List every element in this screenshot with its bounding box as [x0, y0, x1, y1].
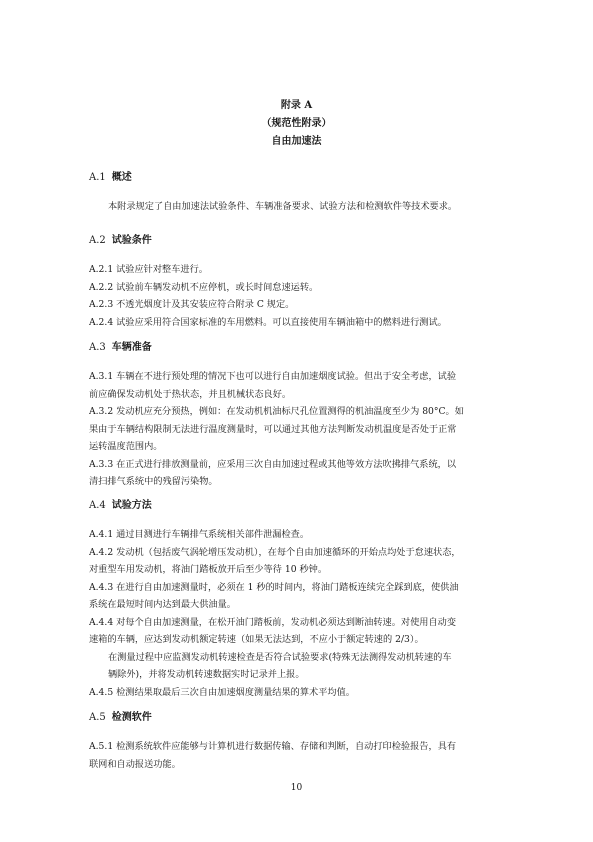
paragraph	[89, 261, 507, 279]
section-heading-a3	[89, 341, 152, 355]
paragraph	[89, 279, 507, 297]
section-number: A.1	[89, 172, 106, 183]
text-line: 对重型车用发动机，将油门踏板放开后至少等待 10 秒钟。	[89, 564, 328, 575]
text-line: A.2.2 试验前车辆发动机不应停机，或长时间怠速运转。	[89, 281, 319, 293]
section-heading-a1	[89, 171, 132, 185]
text-line: A.2.4 试验应采用符合国家标准的车用燃料。可以直接使用车辆油箱中的燃料进行测试。	[89, 316, 447, 328]
text-line: 系统在最短时间内达到最大供油量。	[89, 599, 236, 610]
text-line: 前应确保发动机处于热状态，并且机械状态良好。	[89, 388, 292, 400]
text-line: A.2.3 不透光烟度计及其安装应符合附录 C 规定。	[89, 299, 295, 310]
section-number: A.3	[89, 342, 106, 353]
text-line: 速箱的车辆，应达到发动机额定转速（如果无法达到，不应小于额定转速的 2/3）。	[89, 634, 424, 645]
text-line: 在测量过程中应监测发动机转速检查是否符合试验要求(特殊无法测得发动机转速的车	[108, 651, 452, 663]
paragraph	[89, 684, 507, 702]
paragraph	[89, 649, 507, 684]
text-line: 联网和自动报送功能。	[89, 758, 181, 770]
section-title: 试验方法	[111, 500, 152, 511]
paragraph	[89, 456, 507, 491]
paragraph	[89, 579, 507, 614]
section-number: A.4	[89, 500, 106, 511]
paragraph	[89, 614, 507, 649]
section-heading-a4	[89, 499, 152, 513]
paragraph	[89, 544, 507, 579]
text-line: A.2.1 试验应针对整车进行。	[89, 264, 208, 275]
text-line: A.4.4 对每个自由加速测量，在松开油门踏板前，发动机必须达到断油转速。对使用自动变	[89, 616, 457, 628]
text-line: 清扫排气系统中的残留污染物。	[89, 476, 218, 487]
page-number: 10	[290, 783, 303, 793]
section-number: A.5	[89, 712, 106, 723]
paragraph	[89, 403, 507, 456]
text-line: A.4.1 通过目测进行车辆排气系统相关部件泄漏检查。	[89, 529, 310, 540]
text-line: 运转温度范围内。	[89, 441, 163, 452]
text-line: 果由于车辆结构限制无法进行温度测量时，可以通过其他方法判断发动机温度是否处于正常	[89, 423, 457, 435]
section-number: A.2	[89, 235, 106, 246]
section-title: 试验条件	[111, 235, 152, 246]
appendix-subtitle: （规范性附录）	[261, 118, 332, 129]
appendix-title: 附录 A	[280, 100, 313, 111]
text-line: A.4.2 发动机（包括废气涡轮增压发动机），在每个自由加速循环的开始点均处于怠速状态，	[89, 546, 461, 558]
text-line: 本附录规定了自由加速法试验条件、车辆准备要求、试验方法和检测软件等技术要求。	[108, 201, 458, 212]
section-title: 概述	[111, 172, 132, 183]
text-line: A.3.3 在正式进行排放测量前，应采用三次自由加速过程或其他等效方法吹拂排气系统，以	[89, 458, 457, 470]
paragraph	[89, 314, 507, 332]
section-title: 车辆准备	[111, 342, 152, 353]
paragraph	[89, 738, 507, 773]
text-line: A.5.1 检测系统软件应能够与计算机进行数据传输、存储和判断，自动打印检验报告，具有	[89, 741, 457, 752]
text-line: A.3.1 车辆在不进行预处理的情况下也可以进行自由加速烟度试验。但出于安全考虑，试验	[89, 371, 457, 382]
paragraph	[89, 526, 507, 544]
appendix-name: 自由加速法	[271, 136, 322, 147]
section-title: 检测软件	[111, 712, 152, 723]
section-heading-a5	[89, 711, 152, 725]
paragraph	[89, 296, 507, 314]
text-line: A.4.3 在进行自由加速测量时，必须在 1 秒的时间内，将油门踏板连续完全踩到底，使供油	[89, 581, 459, 593]
paragraph	[89, 198, 507, 216]
text-line: A.4.5 检测结果取最后三次自由加速烟度测量结果的算术平均值。	[89, 686, 355, 698]
text-line: A.3.2 发动机应充分预热，例如：在发动机机油标尺孔位置测得的机油温度至少为 80°C。如	[89, 406, 464, 417]
text-line: 辆除外)，并将发动机转速数据实时记录并上报。	[108, 669, 305, 680]
paragraph	[89, 368, 507, 403]
section-heading-a2	[89, 234, 152, 248]
